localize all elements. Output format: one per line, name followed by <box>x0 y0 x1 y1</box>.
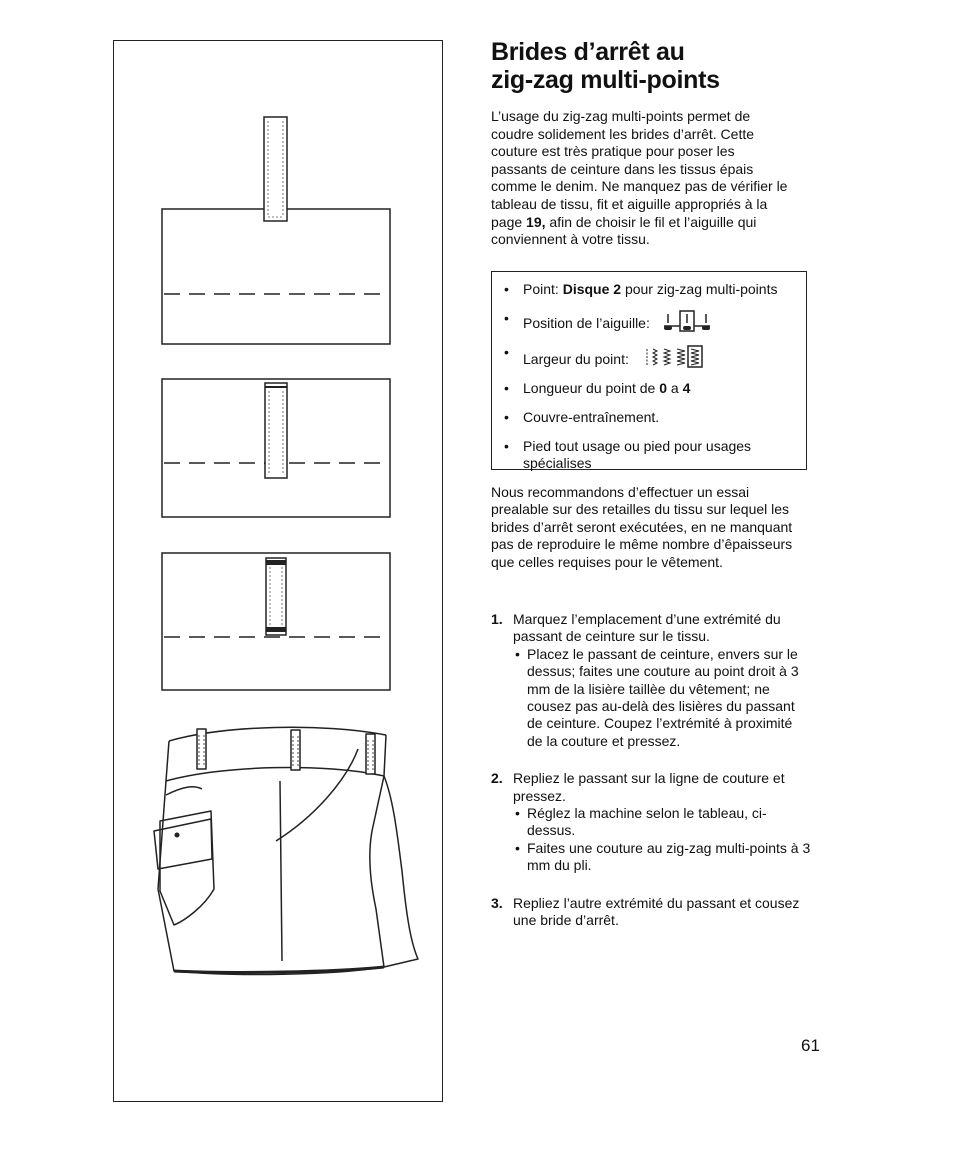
stitch-width-label: Largeur du point: <box>523 351 629 367</box>
step-number: 2. <box>491 770 503 787</box>
settings-list <box>492 272 806 472</box>
setting-stitch-length <box>504 380 798 397</box>
step3-fabric-diagram <box>162 553 390 690</box>
page-title <box>491 38 720 94</box>
setting-feed-cover <box>504 409 798 426</box>
step-sub-item: • Réglez la machine selon le tableau, ci-dessus. <box>513 805 811 840</box>
title-line-2: zig-zag multi-points <box>491 66 720 94</box>
step-text: Marquez l’emplacement d’une extrémité du passant de ceinture sur le tissu. <box>513 611 781 645</box>
illustration-frame <box>113 40 443 1102</box>
step-sub-item: • Placez le passant de ceinture, envers sur le dessus; faites une couture au point droit à 3 mm de la lisière taillèe du vêtement; ne cousez pas au-delà des lisières du passant de ceinture. Coupez l’extrémité à proximité de la couture et pressez. <box>513 646 811 750</box>
belt-loop-illustrations <box>114 41 444 1103</box>
stitch-length-label: Longueur du point de <box>523 380 660 396</box>
needle-position-label: Position de l’aiguille: <box>523 315 650 331</box>
setting-presser-foot <box>504 438 798 472</box>
step1-fabric-diagram <box>162 117 390 344</box>
stitch-length-separator: a <box>667 380 683 396</box>
setting-point <box>504 281 798 298</box>
step-text: Repliez l’autre extrémité du passant et cousez une bride d’arrêt. <box>513 894 800 929</box>
needle-position-icon <box>660 310 720 332</box>
step-sub-item: • Faites une couture au zig-zag multi-points à 3 mm du pli. <box>513 840 811 875</box>
step-3 <box>491 895 811 930</box>
point-description: pour zig-zag multi-points <box>621 281 778 297</box>
feed-cover-text: Couvre-entraînement. <box>523 409 660 425</box>
trousers-drawing <box>154 727 418 974</box>
intro-text-before: L’usage du zig-zag multi-points permet de coudre solidement les brides d’arrêt. Cette couture est très pratique pour poser les passants de ceinture dans les tissus épais comme le denim. Ne manquez pas de vérifier le tableau de tissu, fit et aiguille appropriés à la page <box>491 108 788 230</box>
title-line-1: Brides d’arrêt au <box>491 38 685 66</box>
step-2 <box>491 770 811 874</box>
step2-fabric-diagram <box>162 379 390 517</box>
intro-paragraph <box>491 108 791 249</box>
steps-list <box>491 611 811 950</box>
step-1 <box>491 611 811 750</box>
test-recommendation-paragraph: Nous recommandons d’effectuer un essai prealable sur des retailles du tissu sur lequel les brides d’arrêt seront exécutées, en ne manquant pas de reproduire le même nombre d’êpaisseurs que celles requises pour le vêtement. <box>491 484 793 570</box>
stitch-length-max: 4 <box>682 380 691 396</box>
setting-stitch-width <box>504 344 798 368</box>
step-number: 1. <box>491 611 503 627</box>
intro-text-after: afin de choisir le fil et l’aiguille qui conviennent à votre tissu. <box>491 213 757 248</box>
point-label: Point: <box>523 281 563 297</box>
page-number: 61 <box>801 1036 820 1055</box>
point-disc-value: Disque 2 <box>562 281 622 297</box>
setting-needle-position <box>504 310 798 332</box>
stitch-length-min: 0 <box>659 380 668 396</box>
intro-page-reference: 19, <box>526 213 546 230</box>
step-number: 3. <box>491 894 503 911</box>
step-text: Repliez le passant sur la ligne de couture et pressez. <box>513 770 785 804</box>
presser-foot-text: Pied tout usage ou pied pour usages spécialises <box>523 438 752 471</box>
stitch-width-icon <box>639 344 705 368</box>
machine-settings-box <box>491 271 807 470</box>
